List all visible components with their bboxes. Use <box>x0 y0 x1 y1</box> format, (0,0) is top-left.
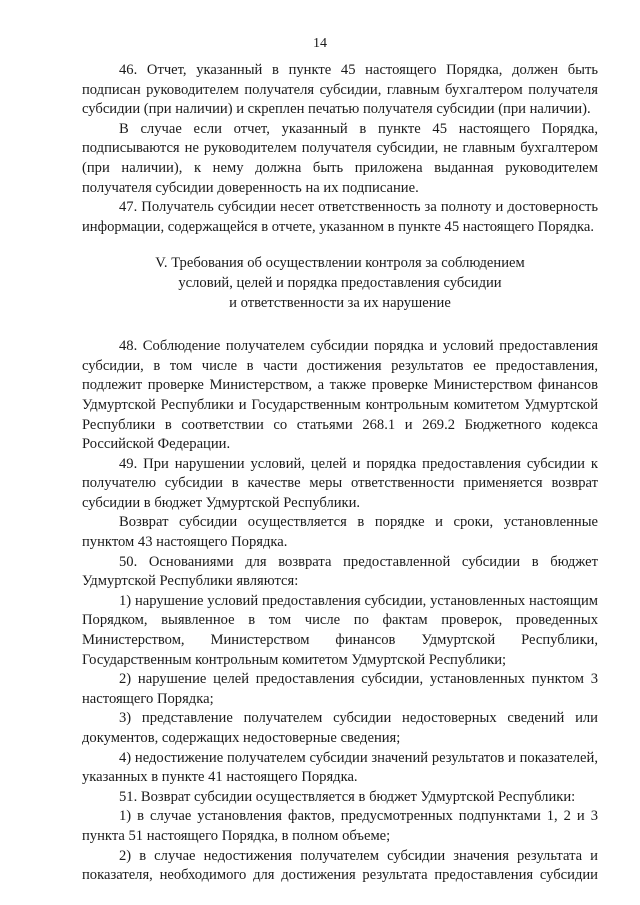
list-item-50-1: 1) нарушение условий предоставления субсидии, установленных настоящим Порядком, выявленное в том числе по фактам проверок, проведенных Министерством, Министерством финансов Удмуртской Республики, Государственным контрольным комитетом Удмуртской Республики; <box>82 592 598 668</box>
page-number: 14 <box>313 36 327 51</box>
paragraph-50: 50. Основаниями для возврата предоставленной субсидии в бюджет Удмуртской Республики являются: <box>82 553 598 590</box>
paragraph-46: 46. Отчет, указанный в пункте 45 настоящего Порядка, должен быть подписан руководителем получателя субсидии, главным бухгалтером получателя субсидии (при наличии) и скреплен печатью получателя субсидии (при наличии). <box>82 62 598 118</box>
list-item-51-2: 2) в случае недостижения получателем субсидии значения результата и показателя, необходимого для достижения результата предоставления субсидии <box>82 847 598 884</box>
paragraph-48: 48. Соблюдение получателем субсидии порядка и условий предоставления субсидии, в том числе в части достижения результатов ее предоставления, подлежит проверке Министерством, а также проверке Министерством финансов Удмуртской Республики и Государственным контрольным комитетом Удмуртской Республики в соответствии со статьями 268.1 и 269.2 Бюджетного кодекса Российской Федерации. <box>82 338 598 453</box>
section-heading-line: и ответственности за их нарушение <box>229 294 451 311</box>
paragraph-47: 47. Получатель субсидии несет ответственность за полноту и достоверность информации, содержащейся в отчете, указанном в пункте 45 настоящего Порядка. <box>82 199 598 235</box>
paragraph-49: 49. При нарушении условий, целей и порядка предоставления субсидии к получателю субсидии в качестве меры ответственности применяется возврат субсидии в бюджет Удмуртской Республики. <box>82 455 598 511</box>
paragraph-51: 51. Возврат субсидии осуществляется в бюджет Удмуртской Республики: <box>119 788 576 805</box>
list-item-50-4: 4) недостижение получателем субсидии значений результатов и показателей, указанных в пункте 41 настоящего Порядка. <box>82 749 598 786</box>
paragraph-49-return: Возврат субсидии осуществляется в порядке и сроки, установленные пунктом 43 настоящего Порядка. <box>82 514 598 551</box>
paragraph-46-note: В случае если отчет, указанный в пункте 45 настоящего Порядка, подписываются не руководителем получателя субсидии, не главным бухгалтером (при наличии), к нему должна быть приложена выданная руководителем получателя субсидии доверенность на их подписание. <box>82 120 598 196</box>
list-item-50-3: 3) представление получателем субсидии недостоверных сведений или документов, содержащих недостоверные сведения; <box>82 710 598 746</box>
list-item-50-2: 2) нарушение целей предоставления субсидии, установленных пунктом 3 настоящего Порядка; <box>82 671 598 707</box>
section-heading-line: V. Требования об осуществлении контроля за соблюдением <box>155 255 525 272</box>
list-item-51-1: 1) в случае установления фактов, предусмотренных подпунктами 1, 2 и 3 пункта 51 настоящего Порядка, в полном объеме; <box>82 808 598 844</box>
document-body <box>82 61 598 886</box>
section-heading <box>82 254 598 313</box>
section-heading-line: условий, целей и порядка предоставления субсидии <box>178 274 502 291</box>
